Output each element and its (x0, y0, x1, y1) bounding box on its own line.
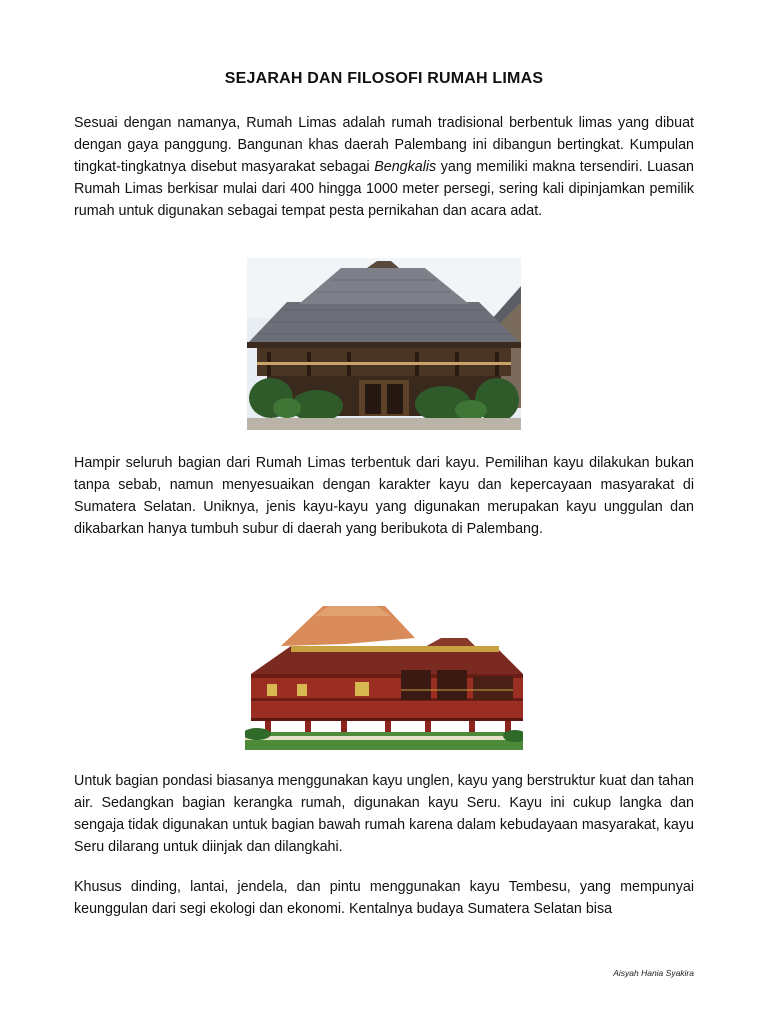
paragraph-intro-text-b: yang memiliki makna tersendiri. Luasan Rumah Limas berkisar mulai dari 400 hingga 1000 meter persegi, sering kali dipinjamkan pemilik rumah untuk digunakan sebagai tempat pesta pernikahan dan acara adat. (74, 159, 694, 219)
photo-rumah-limas-red-wood (245, 578, 523, 750)
paragraph-intro-text-a: Sesuai dengan namanya, Rumah Limas adalah rumah tradisional berbentuk limas yang dibuat dengan gaya panggung. Bangunan khas daerah Palembang ini dibangun bertingkat. Kumpulan tingkat-tingkatnya disebut masyarakat sebagai (74, 115, 694, 175)
house-illustration-1 (247, 258, 521, 430)
house-illustration-2 (245, 578, 523, 750)
author-footer: Aisyah Hania Syakira (613, 968, 694, 978)
paragraph-walls: Khusus dinding, lantai, jendela, dan pintu menggunakan kayu Tembesu, yang mempunyai keunggulan dari segi ekologi dan ekonomi. Kentalnya budaya Sumatera Selatan bisa (74, 879, 694, 917)
paragraph-foundation: Untuk bagian pondasi biasanya menggunakan kayu unglen, kayu yang berstruktur kuat dan tahan air. Sedangkan bagian kerangka rumah, digunakan kayu Seru. Kayu ini cukup langka dan sengaja tidak digunakan untuk bagian bawah rumah karena dalam kebudayaan masyarakat, kayu Seru dilarang untuk diinjak dan dilangkahi. (74, 773, 694, 855)
paragraph-wood: Hampir seluruh bagian dari Rumah Limas terbentuk dari kayu. Pemilihan kayu dilakukan bukan tanpa sebab, namun menyesuaikan dengan karakter kayu dan kepercayaan masyarakat di Sumatera Selatan. Uniknya, jenis kayu-kayu yang digunakan merupakan kayu unggulan dan dikabarkan hanya tumbuh subur di daerah yang beribukota di Palembang. (74, 455, 694, 537)
paragraph-intro-italic-term: Bengkalis (374, 159, 437, 175)
page-title: SEJARAH DAN FILOSOFI RUMAH LIMAS (224, 70, 544, 87)
paragraph-intro (74, 112, 694, 222)
photo-rumah-limas-grey-roof (247, 258, 521, 430)
